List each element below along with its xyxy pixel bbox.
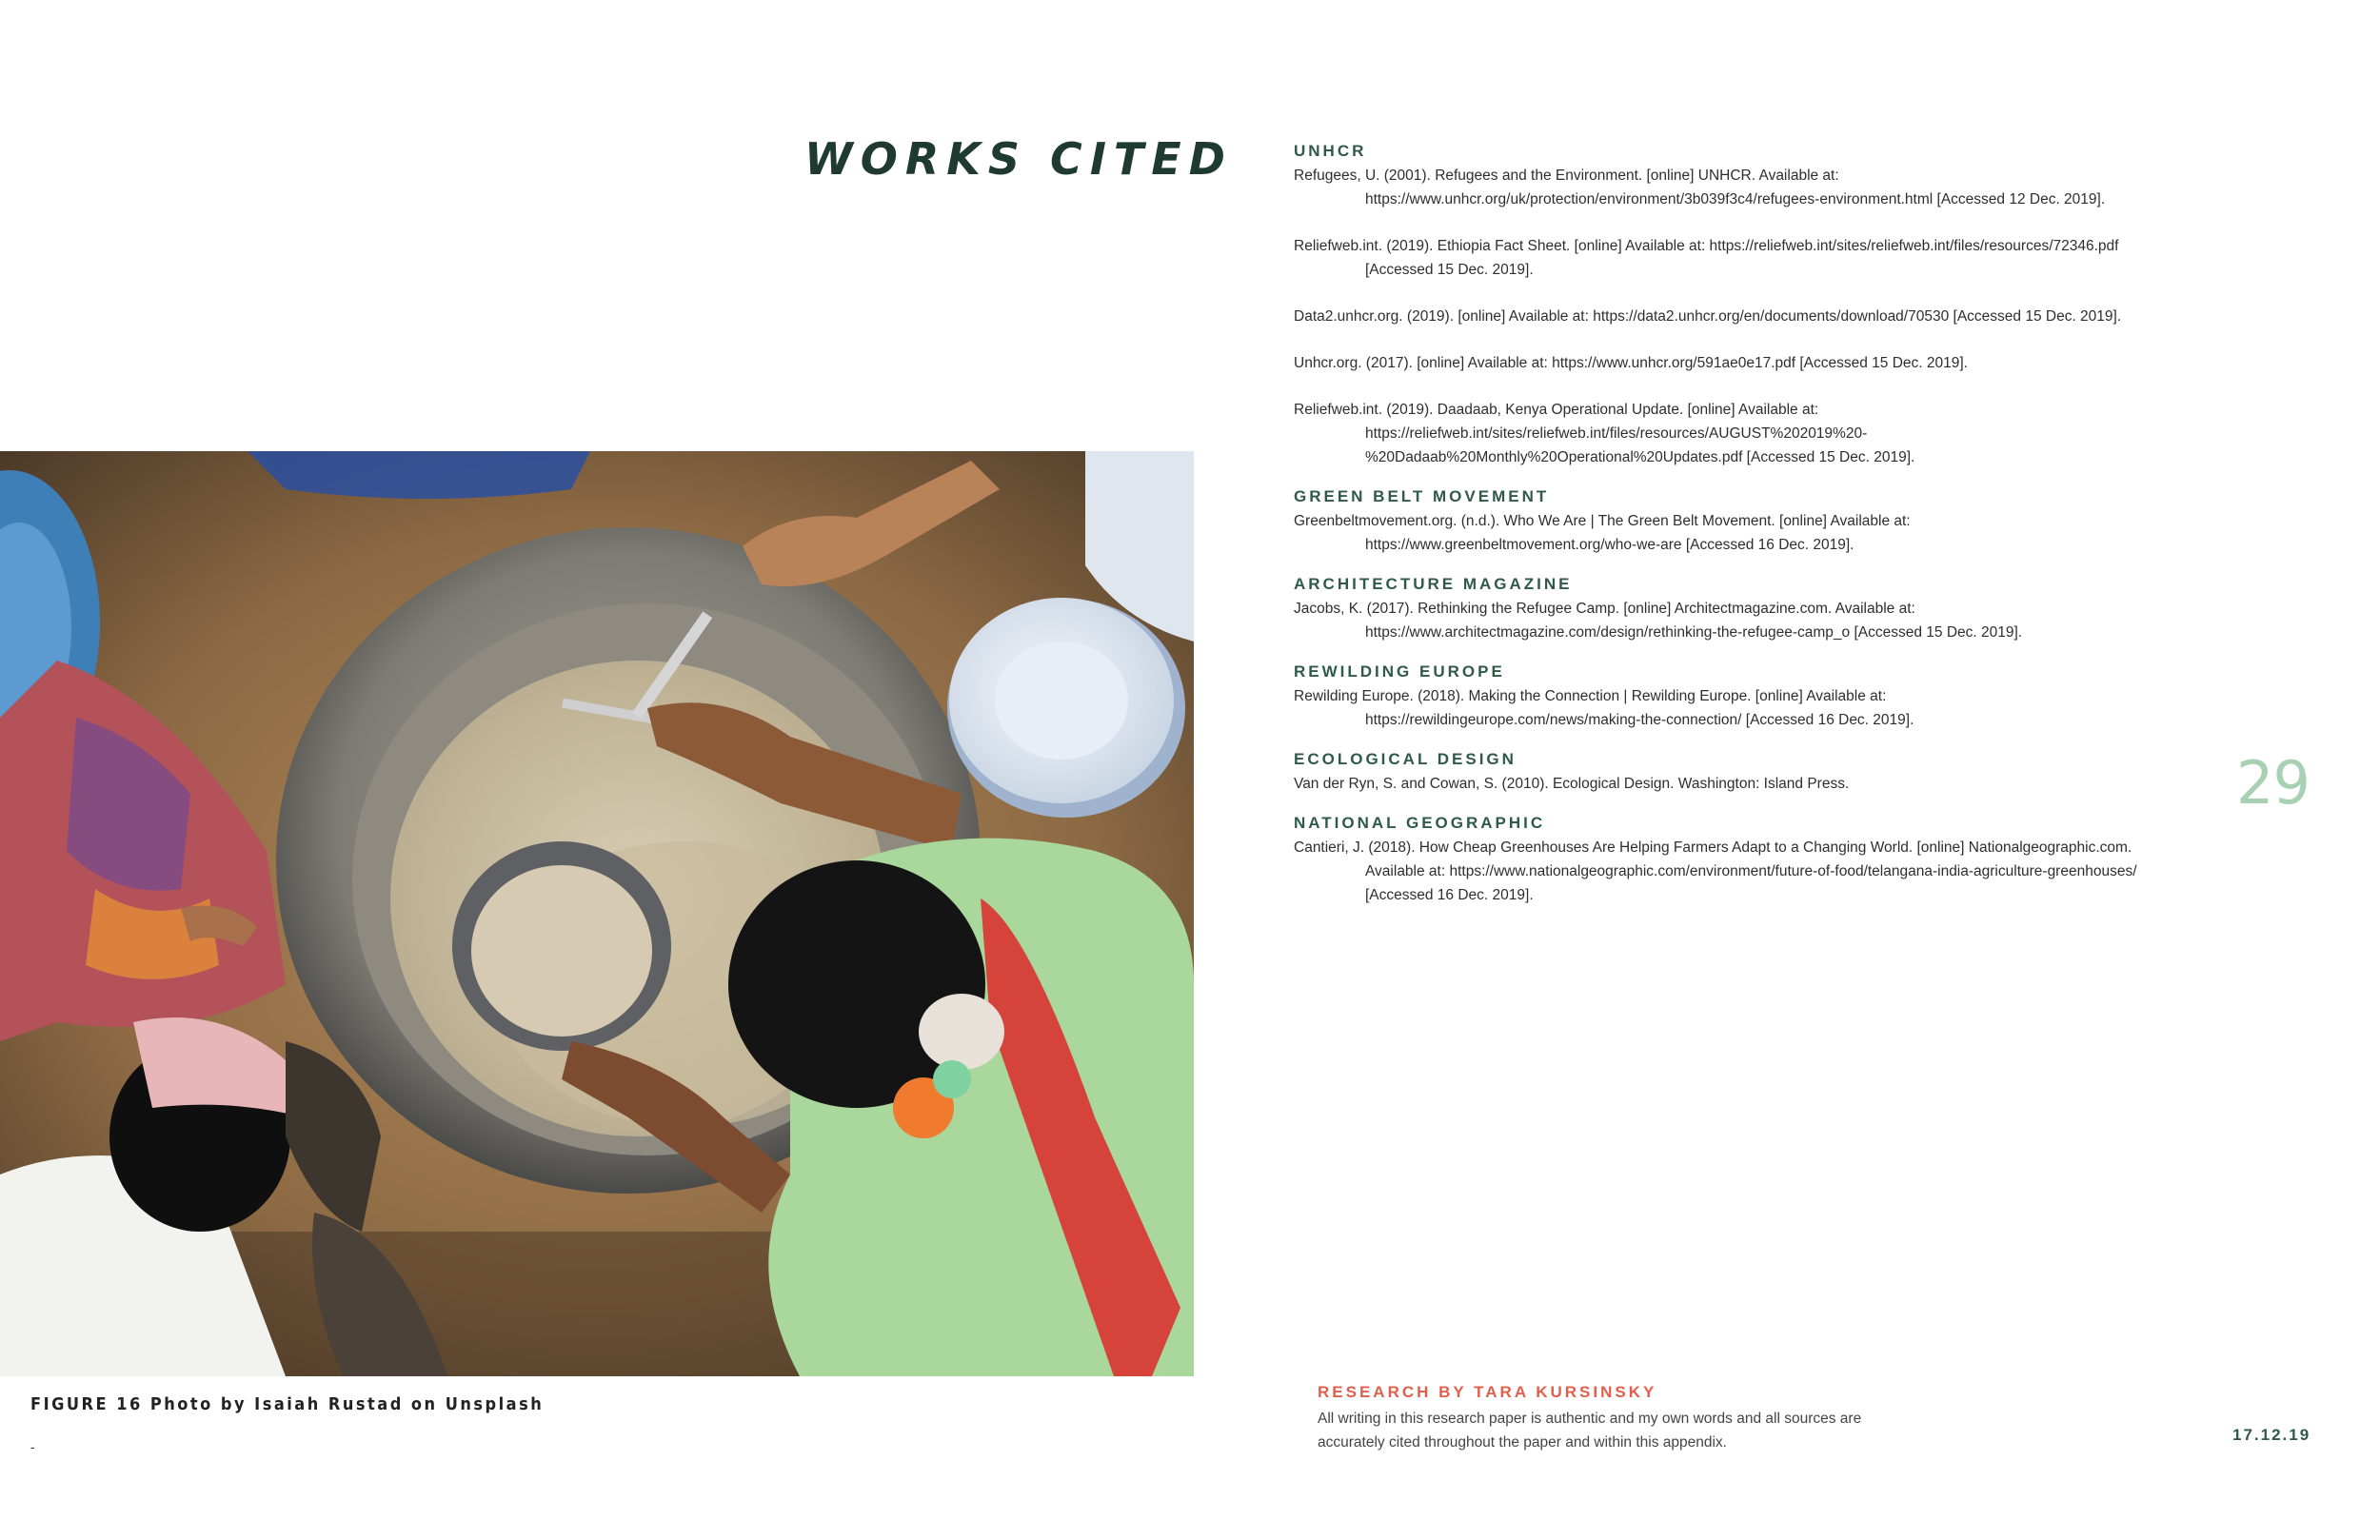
reference-entry: Data2.unhcr.org. (2019). [online] Available at: https://data2.unhcr.org/en/documents/download/70530 [Accessed 15 Dec. 2019]. [1294,308,2122,325]
reference-entry: Cantieri, J. (2018). How Cheap Greenhouses Are Helping Farmers Adapt to a Changing World. [online] Nationalgeographic.com. Available at: https://www.nationalgeographic.com/environment/future-of-food/telangana-india-agriculture-greenhouses/ [Accessed 16 Dec. 2019]. [1294,839,2137,903]
reference-entry: Unhcr.org. (2017). [online] Available at: https://www.unhcr.org/591ae0e17.pdf [Accessed 15 Dec. 2019]. [1294,355,1968,371]
figure-photo [0,451,1194,1376]
research-credit-heading: RESEARCH BY TARA KURSINSKY [1318,1383,1657,1401]
page-number: 29 [2236,748,2310,818]
page-title: WORKS CITED [804,133,1233,185]
reference-entry: Reliefweb.int. (2019). Ethiopia Fact Sheet. [online] Available at: https://reliefweb.int/sites/reliefweb.int/files/resources/72346.pdf [Accessed 15 Dec. 2019]. [1294,238,2119,278]
page-date: 17.12.19 [2232,1426,2311,1444]
reference-entry: Jacobs, K. (2017). Rethinking the Refugee Camp. [online] Architectmagazine.com. Available at: https://www.architectmagazine.com/design/rethinking-the-refugee-camp_o [Accessed 15 Dec. 2019]. [1294,601,2023,641]
section-heading-unhcr: UNHCR [1294,142,1367,160]
section-heading-natgeo: NATIONAL GEOGRAPHIC [1294,814,1546,832]
reference-entry: Refugees, U. (2001). Refugees and the Environment. [online] UNHCR. Available at: https://www.unhcr.org/uk/protection/environment/3b039f3c4/refugees-environment.html [Accessed 12 Dec. 2019]. [1294,168,2106,207]
research-statement: All writing in this research paper is authentic and my own words and all sources are accurately cited throughout the paper and within this appendix. [1318,1411,1862,1451]
reference-entry: Reliefweb.int. (2019). Daadaab, Kenya Operational Update. [online] Available at: https://reliefweb.int/sites/reliefweb.int/files/resources/AUGUST%202019%20-%20Dadaab%20Monthly%20Operational%20Updates.pdf [Accessed 15 Dec. 2019]. [1294,402,1915,465]
references-list [1294,141,2151,907]
caption-dash: - [30,1439,35,1454]
section-heading-green-belt: GREEN BELT MOVEMENT [1294,487,1550,505]
reference-entry: Van der Ryn, S. and Cowan, S. (2010). Ecological Design. Washington: Island Press. [1294,776,1850,792]
reference-entry: Greenbeltmovement.org. (n.d.). Who We Are | The Green Belt Movement. [online] Available at: https://www.greenbeltmovement.org/who-we-are [Accessed 16 Dec. 2019]. [1294,513,1911,553]
figure-caption: FIGURE 16 Photo by Isaiah Rustad on Unsplash [30,1394,545,1414]
reference-entry: Rewilding Europe. (2018). Making the Connection | Rewilding Europe. [online] Available at: https://rewildingeurope.com/news/making-the-connection/ [Accessed 16 Dec. 2019]. [1294,688,1914,728]
section-heading-ecological: ECOLOGICAL DESIGN [1294,750,1517,768]
section-heading-rewilding: REWILDING EUROPE [1294,662,1505,681]
section-heading-architecture: ARCHITECTURE MAGAZINE [1294,575,1573,593]
